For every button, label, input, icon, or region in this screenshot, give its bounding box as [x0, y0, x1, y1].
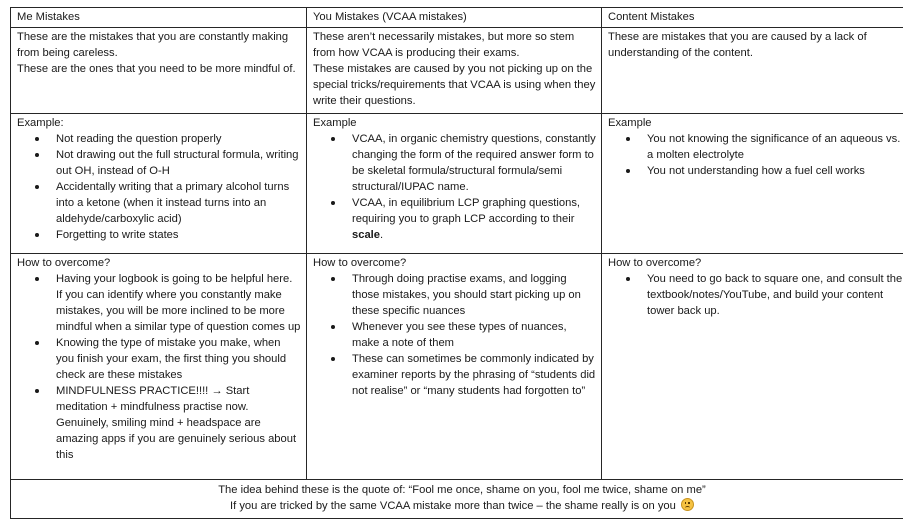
list-item: Whenever you see these types of nuances, make a note of them — [313, 319, 596, 351]
footer-quote-line-2: If you are tricked by the same VCAA mistake more than twice – the shame really is on you — [230, 500, 676, 512]
list-item: Through doing practise exams, and logging those mistakes, you should start picking up on these specific nuances — [313, 271, 596, 319]
you-example-cell — [307, 114, 602, 254]
content-example-label: Example — [608, 117, 652, 129]
header-content-mistakes: Content Mistakes — [602, 8, 903, 28]
list-item: Not reading the question properly — [17, 131, 301, 147]
header-me-mistakes: Me Mistakes — [11, 8, 307, 28]
list-item: You need to go back to square one, and consult the textbook/notes/YouTube, and build your content tower back up. — [608, 271, 903, 319]
header-you-mistakes: You Mistakes (VCAA mistakes) — [307, 8, 602, 28]
me-example-list — [17, 131, 301, 243]
overcome-row — [11, 254, 903, 480]
list-item-end: . — [380, 229, 384, 241]
me-description: These are the mistakes that you are constantly making from being careless. These are the ones that you need to be more mindful of. — [17, 31, 296, 75]
list-item: Having your logbook is going to be helpful here. If you can identify where you constantly make mistakes, you will be more inclined to be more mindful when a similar type of question comes up — [17, 271, 301, 335]
content-overcome-list — [608, 271, 903, 319]
footer-row — [11, 480, 903, 519]
example-row — [11, 114, 903, 254]
list-item: Not drawing out the full structural formula, writing out OH, instead of O-H — [17, 147, 301, 179]
content-example-list — [608, 131, 903, 179]
content-description-cell — [602, 28, 903, 114]
you-overcome-label: How to overcome? — [313, 257, 407, 269]
me-overcome-label: How to overcome? — [17, 257, 111, 269]
list-item: Forgetting to write states — [17, 227, 301, 243]
list-item: Accidentally writing that a primary alcohol turns into a ketone (when it instead turns into an aldehyde/carboxylic acid) — [17, 179, 301, 227]
you-overcome-cell — [307, 254, 602, 480]
list-item: These can sometimes be commonly indicated by examiner reports by the phrasing of “students did not realise” or “many students had forgotten to” — [313, 351, 596, 399]
you-description-2: These mistakes are caused by you not picking up on the special tricks/requirements that VCAA is using when they write their questions. — [313, 63, 596, 107]
footer-quote-line-1: The idea behind these is the quote of: “Fool me once, shame on you, fool me twice, shame on me” — [218, 484, 706, 496]
me-overcome-cell — [11, 254, 307, 480]
description-row — [11, 28, 903, 114]
content-overcome-label: How to overcome? — [608, 257, 702, 269]
content-example-cell — [602, 114, 903, 254]
you-description-cell — [307, 28, 602, 114]
mistakes-table — [10, 7, 903, 519]
you-overcome-list — [313, 271, 596, 399]
me-description-cell — [11, 28, 307, 114]
list-item-text: VCAA, in equilibrium LCP graphing questions, requiring you to graph LCP according to their — [352, 197, 581, 225]
sad-face-icon — [681, 498, 694, 511]
footer-quote-line-2-wrap — [17, 498, 903, 514]
list-item — [313, 195, 596, 243]
you-description-1: These aren’t necessarily mistakes, but more so stem from how VCAA is producing their exams. — [313, 31, 575, 59]
list-item: You not knowing the significance of an aqueous vs. a molten electrolyte — [608, 131, 903, 163]
you-example-list — [313, 131, 596, 243]
list-item: You not understanding how a fuel cell works — [608, 163, 903, 179]
me-overcome-list — [17, 271, 301, 463]
content-description: These are mistakes that you are caused by a lack of understanding of the content. — [608, 31, 867, 59]
footer-quote-cell — [11, 480, 903, 519]
me-example-cell — [11, 114, 307, 254]
list-item: Knowing the type of mistake you make, when you finish your exam, the first thing you should check are these mistakes — [17, 335, 301, 383]
me-example-label: Example: — [17, 117, 64, 129]
you-example-label: Example — [313, 117, 357, 129]
header-row — [11, 8, 903, 28]
content-overcome-cell — [602, 254, 903, 480]
list-item: VCAA, in organic chemistry questions, constantly changing the form of the required answer form to be skeletal formula/structural formula/semi structural/IUPAC name. — [313, 131, 596, 195]
list-item: MINDFULNESS PRACTICE!!!! → Start meditation + mindfulness practise now. Genuinely, smiling mind + headspace are amazing apps if you are genuinely serious about this — [17, 383, 301, 463]
scale-bold-text: scale — [352, 229, 380, 241]
